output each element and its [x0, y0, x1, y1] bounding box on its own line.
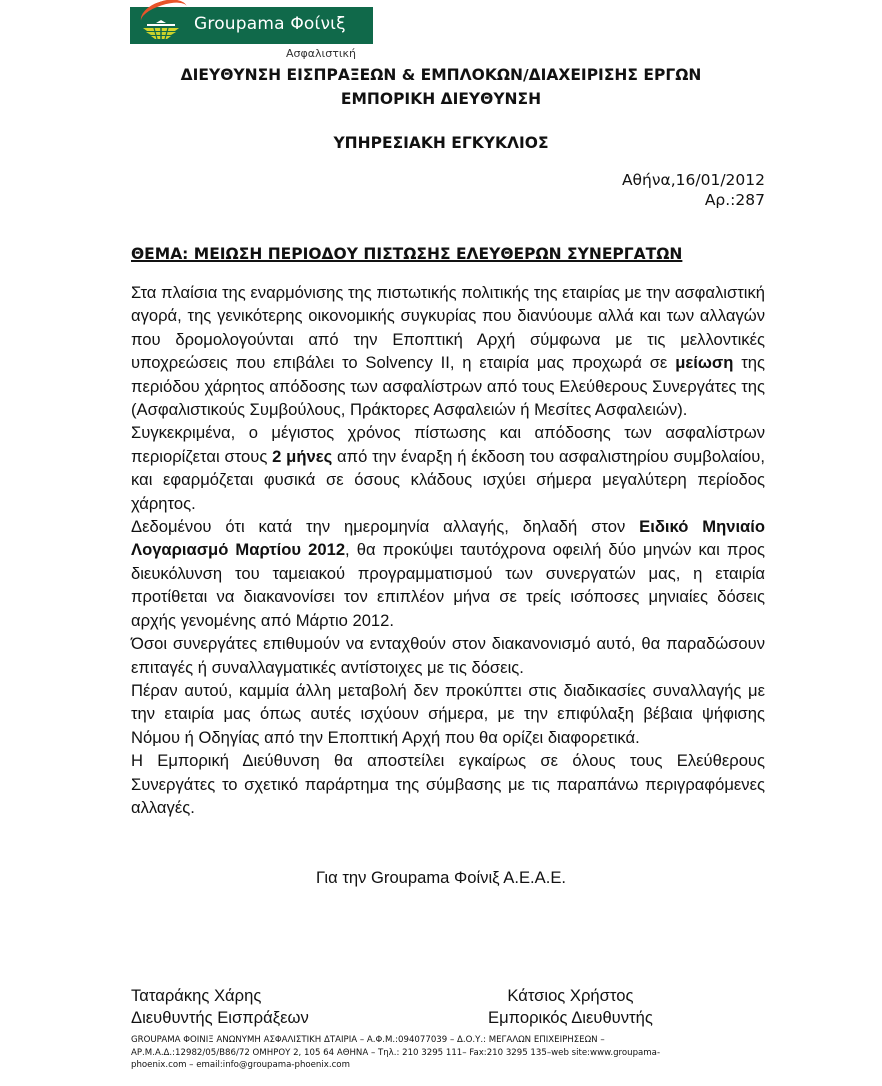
signatory-name: Κάτσιος Χρήστος: [507, 986, 634, 1005]
division-heading: ΕΜΠΟΡΙΚΗ ΔΙΕΥΘΥΝΣΗ: [340, 90, 542, 108]
company-footer: [131, 1034, 771, 1072]
closing-line: Για την Groupama Φοίνιξ Α.Ε.Α.Ε.: [316, 868, 566, 887]
signature-block-commercial: [488, 985, 653, 1029]
footer-line-contact: phoenix.com – email:info@groupama-phoenix.com: [131, 1060, 350, 1071]
footer-line-address: ΑΡ.Μ.Α.Δ.:12982/05/Β86/72 ΟΜΗΡΟΥ 2, 105 64 ΑΘΗΝΑ – Τηλ.: 210 3295 111– Fax:210 3295 135–web site:www.groupama-: [131, 1047, 661, 1058]
paragraph-installments: Δεδομένου ότι κατά την ημερομηνία αλλαγής, δηλαδή στον Ειδικό Μηνιαίο Λογαριασμό Μαρτίου 2012, θα προκύψει ταυτόχρονα οφειλή δύο μηνών και προς διευκόλυνση του ταμειακού προγραμματισμού των συνεργατών μας, η εταιρία προτίθεται να διακανονίσει τον επιπλέον μήνα σε τρείς ισόποσες μηνιαίες δόσεις αρχής γενομένης από Μάρτιο 2012.: [131, 517, 766, 630]
logo-brand-text: Groupama Φοίνιξ: [194, 14, 346, 34]
company-logo: [130, 7, 373, 44]
paragraph-intro: Στα πλαίσια της εναρμόνισης της πιστωτικής πολιτικής της εταιρίας με την ασφαλιστική αγορά, της γενικότερης οικονομικής συγκυρίας που διανύουμε αλλά και των αλλαγών που δρομολογούνται από την Εποπτική Αρχή σύμφωνα με τις μελλοντικές υποχρεώσεις που επιβάλει το Solvency II, η εταιρία μας προχωρά σε μείωση της περιόδου χάρητος απόδοσης των ασφαλίστρων από τους Ελεύθερους Συνεργάτες της (Ασφαλιστικούς Συμβούλους, Πράκτορες Ασφαλειών ή Μεσίτες Ασφαλειών).: [131, 283, 765, 420]
signature-block-collections: [131, 985, 309, 1029]
document-type-heading: ΥΠΗΡΕΣΙΑΚΗ ΕΓΚΥΚΛΙΟΣ: [333, 134, 549, 152]
emphasis-two-months: 2 μήνες: [272, 446, 333, 466]
reference-number: Αρ.:287: [704, 191, 765, 209]
paragraph-checks: Όσοι συνεργάτες επιθυμούν να ενταχθούν στον διακανονισμό αυτό, θα παραδώσουν επιταγές ή συναλλαγματικές αντίστοιχες με τις δόσεις.: [131, 634, 765, 677]
paragraph-annex-notice: Η Εμπορική Διεύθυνση θα αποστείλει εγκαίρως σε όλους τους Ελεύθερους Συνεργάτες το σχετικό παράρτημα της σύμβασης με τις παραπάνω περιγραφόμενες αλλαγές.: [131, 751, 765, 817]
place-date: Αθήνα,16/01/2012: [621, 171, 765, 189]
signatory-title: Διευθυντής Εισπράξεων: [131, 1008, 309, 1027]
signatory-name: Ταταράκης Χάρης: [131, 986, 262, 1005]
paragraph-credit-period: Συγκεκριμένα, ο μέγιστος χρόνος πίστωσης και απόδοσης των ασφαλίστρων περιορίζεται στους 2 μήνες από την έναρξη ή έκδοση του ασφαλιστηρίου συμβολαίου, και εφαρμόζεται φυσικά σε όσους κλάδους ισχύει σήμερα μεγαλύτερη περίοδος χάρητος.: [131, 423, 765, 513]
footer-line-company: GROUPAMA ΦΟΙΝΙΞ ΑΝΩΝΥΜΗ ΑΣΦΑΛΙΣΤΙΚΗ ΔΤΑΙΡΙΑ – Α.Φ.Μ.:094077039 – Δ.Ο.Υ.: ΜΕΓΑΛΩΝ ΕΠΙΧΕΙΡΗΣΕΩΝ –: [131, 1035, 605, 1045]
letter-body: [131, 281, 765, 819]
logo-subtitle: Ασφαλιστική: [286, 47, 357, 60]
emphasis-reduction: μείωση: [675, 353, 734, 373]
department-heading: ΔΙΕΥΘΥΝΣΗ ΕΙΣΠΡΑΞΕΩΝ & ΕΜΠΛΟΚΩΝ/ΔΙΑΧΕΙΡΙΣΗΣ ΕΡΓΩΝ: [180, 66, 702, 84]
emphasis-march-account: Ειδικό Μηνιαίο Λογαριασμό Μαρτίου 2012: [131, 517, 766, 560]
logo-field-emblem-icon: [142, 19, 180, 39]
signatory-title: Εμπορικός Διευθυντής: [488, 1008, 653, 1027]
subject-line: ΘΕΜΑ: ΜΕΙΩΣΗ ΠΕΡΙΟΔΟΥ ΠΙΣΤΩΣΗΣ ΕΛΕΥΘΕΡΩΝ ΣΥΝΕΡΓΑΤΩΝ: [131, 245, 683, 263]
paragraph-no-other-changes: Πέραν αυτού, καμμία άλλη μεταβολή δεν προκύπτει στις διαδικασίες συναλλαγής με την εταιρία μας όπως αυτές ισχύουν σήμερα, με την επιφύλαξη βέβαια ψήφισης Νόμου ή Οδηγίας από την Εποπτική Αρχή που θα ορίζει διαφορετικά.: [131, 680, 765, 747]
